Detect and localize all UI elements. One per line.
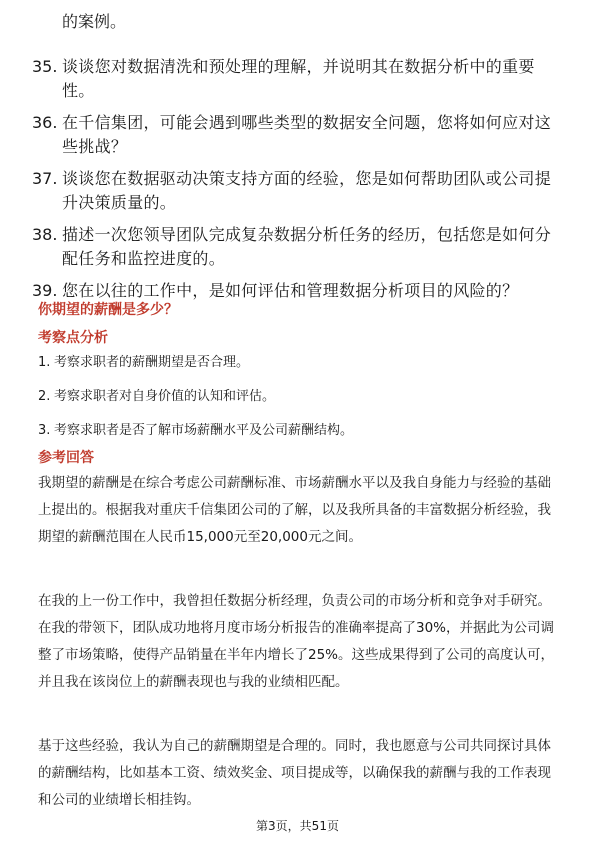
question-number: 37. <box>32 169 58 188</box>
question-list <box>32 55 562 311</box>
analysis-point <box>38 354 353 372</box>
point-number: 1. <box>38 355 51 370</box>
point-number: 2. <box>38 389 51 404</box>
point-text: 考察求职者是否了解市场薪酬水平及公司薪酬结构。 <box>54 423 354 438</box>
question-item <box>32 111 562 159</box>
question-text: 在千信集团，可能会遇到哪些类型的数据安全问题，您将如何应对这些挑战？ <box>62 113 552 156</box>
point-number: 3. <box>38 423 51 438</box>
question-number: 36. <box>32 113 58 132</box>
analysis-points <box>38 354 353 456</box>
question-text: 谈谈您在数据驱动决策支持方面的经验，您是如何帮助团队或公司提升决策质量的。 <box>62 169 552 212</box>
question-item <box>32 167 562 215</box>
analysis-point <box>38 422 353 440</box>
point-text: 考察求职者对自身价值的认知和评估。 <box>54 389 276 404</box>
question-text: 谈谈您对数据清洗和预处理的理解，并说明其在数据分析中的重要性。 <box>62 57 535 100</box>
analysis-point <box>38 388 353 406</box>
answer-paragraph: 在我的上一份工作中，我曾担任数据分析经理，负责公司的市场分析和竞争对手研究。在我的带领下，团队成功地将月度市场分析报告的准确率提高了30%，并据此为公司调整了市场策略，使得产品销量在半年内增长了25%。这些成果得到了公司的高度认可，并且我在该岗位上的薪酬表现也与我的业绩相匹配。 <box>38 593 555 690</box>
page-number: 第3页，共51页 <box>256 819 339 833</box>
previous-question-tail: 的案例。 <box>62 12 127 31</box>
question-text: 您在以往的工作中，是如何评估和管理数据分析项目的风险的？ <box>62 281 519 300</box>
question-text: 描述一次您领导团队完成复杂数据分析任务的经历，包括您是如何分配任务和监控进度的。 <box>62 225 552 268</box>
question-number: 35. <box>32 57 58 76</box>
reference-heading: 参考回答 <box>38 450 94 466</box>
question-item <box>32 55 562 103</box>
question-item <box>32 223 562 271</box>
point-text: 考察求职者的薪酬期望是否合理。 <box>54 355 250 370</box>
analysis-heading: 考察点分析 <box>38 330 108 346</box>
question-number: 39. <box>32 281 58 300</box>
salary-question-heading: 你期望的薪酬是多少？ <box>38 302 178 318</box>
question-number: 38. <box>32 225 58 244</box>
answer-paragraph: 我期望的薪酬是在综合考虑公司薪酬标准、市场薪酬水平以及我自身能力与经验的基础上提出的。根据我对重庆千信集团公司的了解，以及我所具备的丰富数据分析经验，我期望的薪酬范围在人民币15,000元至20,000元之间。 <box>38 475 551 545</box>
answer-paragraph: 基于这些经验，我认为自己的薪酬期望是合理的。同时，我也愿意与公司共同探讨具体的薪酬结构，比如基本工资、绩效奖金、项目提成等，以确保我的薪酬与我的工作表现和公司的业绩增长相挂钩。 <box>38 738 551 808</box>
